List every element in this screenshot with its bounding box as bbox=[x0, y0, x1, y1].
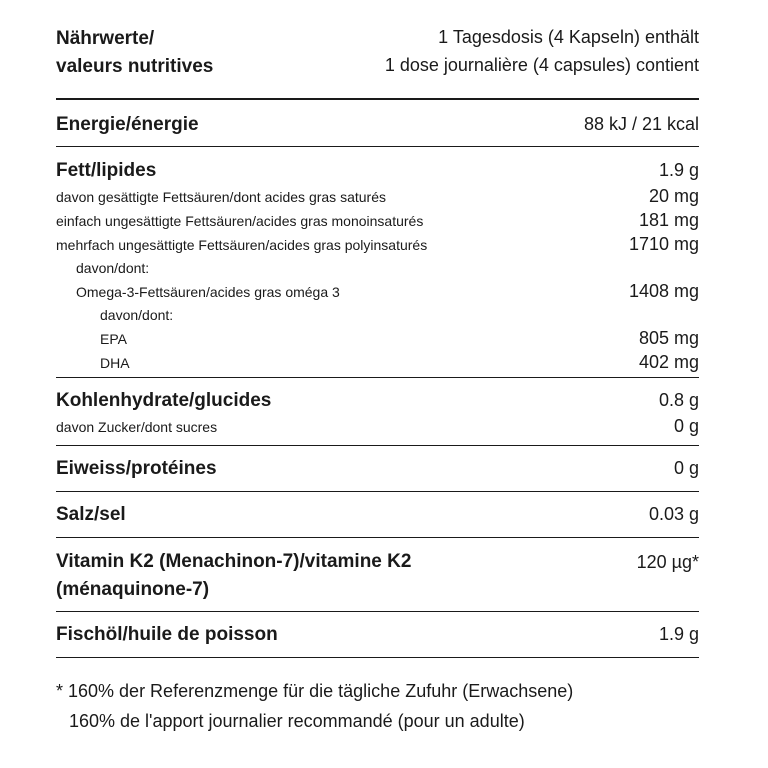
footnote bbox=[56, 676, 699, 736]
epa-row bbox=[56, 327, 699, 351]
vitamin-label-line-2: (ménaquinone-7) bbox=[56, 579, 210, 600]
carbs-row bbox=[56, 388, 699, 413]
saturated-label: davon gesättigte Fettsäuren/dont acides gras saturés bbox=[56, 189, 386, 205]
salt-section bbox=[56, 492, 699, 537]
davon-label-2: davon/dont: bbox=[100, 307, 174, 323]
saturated-value: 20 mg bbox=[648, 186, 699, 206]
epa-value: 805 mg bbox=[638, 328, 699, 348]
dha-label: DHA bbox=[100, 355, 130, 371]
salt-value: 0.03 g bbox=[648, 504, 699, 524]
energy-row bbox=[56, 112, 699, 137]
title-line-2: valeurs nutritives bbox=[56, 56, 214, 77]
protein-row bbox=[56, 456, 699, 481]
table-header bbox=[56, 22, 699, 98]
poly-row bbox=[56, 233, 699, 257]
vitamin-value: 120 µg* bbox=[636, 552, 699, 572]
fat-value: 1.9 g bbox=[658, 160, 699, 180]
salt-row bbox=[56, 502, 699, 527]
protein-label: Eiweiss/protéines bbox=[56, 458, 217, 479]
dha-value: 402 mg bbox=[638, 352, 699, 372]
protein-value: 0 g bbox=[673, 458, 699, 478]
fishoil-label: Fischöl/huile de poisson bbox=[56, 624, 278, 645]
fat-section bbox=[56, 147, 699, 377]
fishoil-value: 1.9 g bbox=[658, 624, 699, 644]
fishoil-row bbox=[56, 622, 699, 647]
vitamin-row bbox=[56, 548, 699, 604]
vitamin-label-line-1: Vitamin K2 (Menachinon-7)/vitamine K2 bbox=[56, 551, 412, 572]
nutrition-table bbox=[56, 22, 699, 736]
fat-label: Fett/lipides bbox=[56, 160, 157, 181]
energy-section bbox=[56, 100, 699, 146]
omega3-label: Omega-3-Fettsäuren/acides gras oméga 3 bbox=[76, 284, 340, 300]
table-title bbox=[56, 22, 213, 81]
poly-value: 1710 mg bbox=[628, 234, 699, 254]
protein-section bbox=[56, 446, 699, 491]
fat-row bbox=[56, 158, 699, 183]
saturated-row bbox=[56, 185, 699, 209]
sugar-row bbox=[56, 415, 699, 439]
mono-label: einfach ungesättigte Fettsäuren/acides gras monoinsaturés bbox=[56, 213, 424, 229]
title-line-1: Nährwerte/ bbox=[56, 28, 155, 49]
davon-label-1: davon/dont: bbox=[76, 260, 150, 276]
davon-row-1 bbox=[56, 257, 699, 280]
epa-label: EPA bbox=[100, 331, 127, 347]
poly-label: mehrfach ungesättigte Fettsäuren/acides gras polyinsaturés bbox=[56, 237, 428, 253]
energy-label: Energie/énergie bbox=[56, 114, 199, 135]
fishoil-section bbox=[56, 612, 699, 657]
davon-row-2 bbox=[56, 304, 699, 327]
omega3-row bbox=[56, 280, 699, 304]
carbs-value: 0.8 g bbox=[658, 390, 699, 410]
carbs-label: Kohlenhydrate/glucides bbox=[56, 390, 272, 411]
mono-value: 181 mg bbox=[638, 210, 699, 230]
energy-value: 88 kJ / 21 kcal bbox=[583, 114, 699, 134]
dose-line-2: 1 dose journalière (4 capsules) contient bbox=[384, 55, 699, 75]
salt-label: Salz/sel bbox=[56, 504, 126, 525]
footnote-line-1: * 160% der Referenzmenge für die tägliche Zufuhr (Erwachsene) bbox=[56, 681, 574, 701]
vitamin-label bbox=[56, 548, 411, 604]
dose-line-1: 1 Tagesdosis (4 Kapseln) enthält bbox=[438, 27, 699, 47]
dose-info bbox=[385, 22, 699, 79]
footnote-line-2: 160% de l'apport journalier recommandé (pour un adulte) bbox=[69, 711, 525, 731]
dha-row bbox=[56, 351, 699, 375]
vitamin-section bbox=[56, 538, 699, 611]
sugar-label: davon Zucker/dont sucres bbox=[56, 419, 218, 435]
omega3-value: 1408 mg bbox=[628, 281, 699, 301]
mono-row bbox=[56, 209, 699, 233]
sugar-value: 0 g bbox=[673, 416, 699, 436]
divider bbox=[56, 657, 699, 658]
carbs-section bbox=[56, 378, 699, 445]
